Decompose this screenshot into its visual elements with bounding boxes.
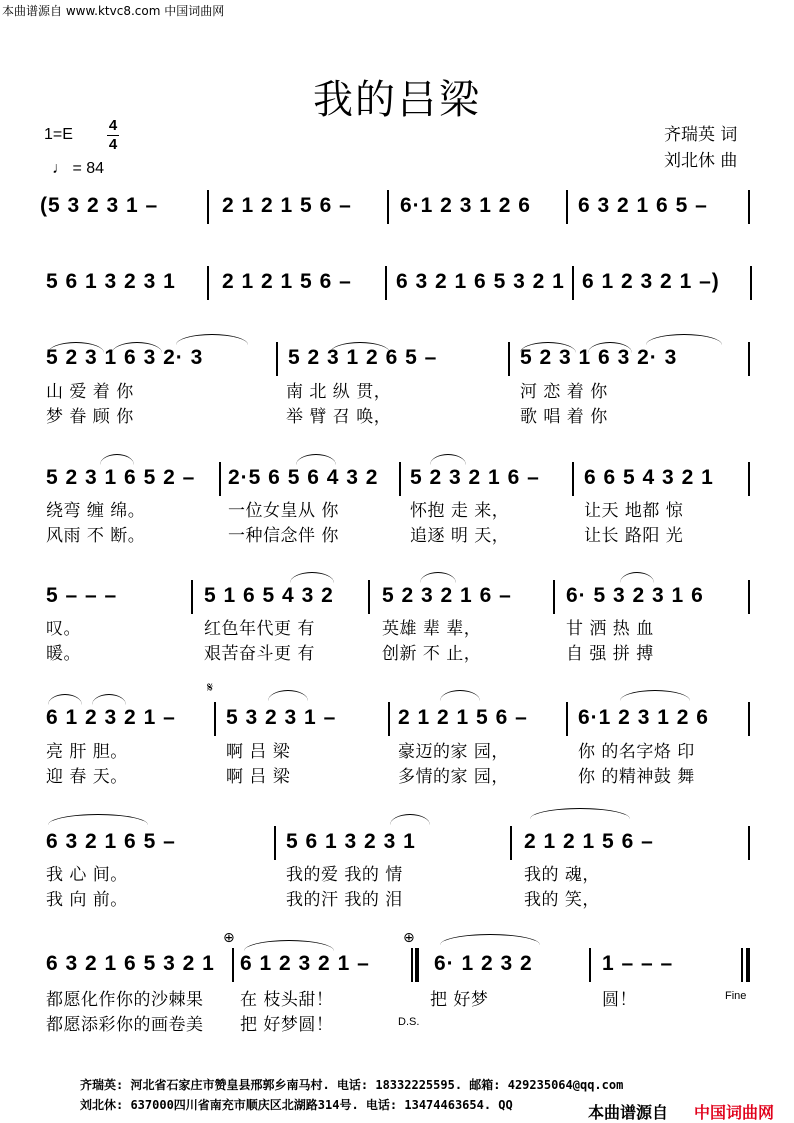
measure: 1 – – – xyxy=(602,952,674,975)
measure: 6 3 2 1 6 5 – xyxy=(578,194,708,217)
slur xyxy=(390,814,430,825)
measure: 6·1 2 3 1 2 6 xyxy=(578,706,709,729)
measure: 6· 1 2 3 2 xyxy=(434,952,533,975)
fine-marking: Fine xyxy=(725,990,747,1002)
slur xyxy=(92,694,126,705)
barline xyxy=(387,190,389,224)
slur xyxy=(646,334,722,345)
measure: 6 6 5 4 3 2 1 xyxy=(584,466,714,489)
measure: 5 2 3 2 1 6 – xyxy=(410,466,540,489)
barline xyxy=(748,702,750,736)
lyric-segment: 迎 春 天。 xyxy=(46,767,128,787)
measure: 5 2 3 2 1 6 – xyxy=(382,584,512,607)
barline xyxy=(399,462,401,496)
lyric-segment: 举 臂 召 唤， xyxy=(286,407,392,427)
barline xyxy=(566,190,568,224)
lyric-segment: 我的爱 我的 情 xyxy=(286,865,403,885)
lyric-segment: 我的 笑， xyxy=(524,890,600,910)
measure: (5 3 2 3 1 – xyxy=(40,194,159,217)
measure: 6 3 2 1 6 5 – xyxy=(46,830,176,853)
measure: 6 3 2 1 6 5 3 2 1 xyxy=(46,952,215,975)
lyric-segment: 怀抱 走 来， xyxy=(410,501,510,521)
slur xyxy=(530,808,630,819)
measure: 5 2 3 1 6 3 2· 3 xyxy=(520,346,678,369)
measure: 2 1 2 1 5 6 – xyxy=(398,706,528,729)
segno-icon: 𝄋 xyxy=(207,680,214,696)
slur xyxy=(420,572,456,583)
lyric-segment: 绕弯 缠 绵。 xyxy=(46,501,146,521)
lyric-segment: 一种信念伴 你 xyxy=(228,526,339,546)
measure: 5 2 3 1 6 3 2· 3 xyxy=(46,346,204,369)
barline xyxy=(566,702,568,736)
lyric-segment: 山 爱 着 你 xyxy=(46,382,134,402)
lyric-segment: 我 向 前。 xyxy=(46,890,128,910)
time-signature-bottom: 4 xyxy=(108,136,118,153)
barline xyxy=(750,266,752,300)
lyric-segment: 让天 地都 惊 xyxy=(584,501,684,521)
lyric-segment: 把 好梦圆！ xyxy=(240,1015,334,1035)
lyric-segment: 追逐 明 天， xyxy=(410,526,510,546)
measure: 6 1 2 3 2 1 – xyxy=(46,706,176,729)
lyric-segment: 啊 吕 梁 xyxy=(226,742,291,762)
slur xyxy=(620,690,690,701)
measure: 6 3 2 1 6 5 3 2 1 xyxy=(396,270,565,293)
measure: 6· 5 3 2 3 1 6 xyxy=(566,584,704,607)
lyric-segment: 南 北 纵 贯， xyxy=(286,382,392,402)
lyric-segment: 自 强 拼 搏 xyxy=(566,644,654,664)
slur xyxy=(296,454,336,465)
quarter-note-icon: ♩ xyxy=(52,160,68,177)
barline xyxy=(748,342,750,376)
lyric-segment: 甘 洒 热 血 xyxy=(566,619,654,639)
coda-icon: ⊕ xyxy=(403,930,415,946)
barline xyxy=(276,342,278,376)
slur xyxy=(290,572,334,583)
slur xyxy=(244,940,334,951)
barline xyxy=(415,948,419,982)
lyric-segment: 你 的名字烙 印 xyxy=(578,742,695,762)
barline xyxy=(748,826,750,860)
slur xyxy=(268,690,308,701)
barline xyxy=(207,190,209,224)
lyric-segment: 英雄 辈 辈， xyxy=(382,619,482,639)
measure: 5 6 1 3 2 3 1 xyxy=(46,270,176,293)
tempo-marking xyxy=(52,160,104,178)
barline xyxy=(741,948,743,982)
barline xyxy=(368,580,370,614)
measure: 2·5 6 5 6 4 3 2 xyxy=(228,466,379,489)
lyric-segment: 暖。 xyxy=(46,644,81,664)
slur xyxy=(176,334,248,345)
lyric-segment: 啊 吕 梁 xyxy=(226,767,291,787)
measure: 5 6 1 3 2 3 1 xyxy=(286,830,416,853)
lyric-segment: 艰苦奋斗更 有 xyxy=(204,644,315,664)
lyric-segment: 叹。 xyxy=(46,619,81,639)
barline xyxy=(748,580,750,614)
lyric-segment: 创新 不 止， xyxy=(382,644,482,664)
slur xyxy=(430,454,466,465)
ds-marking: D.S. xyxy=(398,1016,420,1028)
measure: 6 1 2 3 2 1 – xyxy=(240,952,370,975)
lyric-segment: 豪迈的家 园， xyxy=(398,742,509,762)
lyric-segment: 让长 路阳 光 xyxy=(584,526,684,546)
tempo-value: = 84 xyxy=(72,160,105,177)
barline xyxy=(510,826,512,860)
barline xyxy=(388,702,390,736)
lyric-segment: 你 的精神鼓 舞 xyxy=(578,767,695,787)
time-signature xyxy=(104,118,122,153)
lyric-segment: 把 好梦 xyxy=(430,990,489,1010)
page-title: 我的吕梁 xyxy=(313,77,481,123)
barline xyxy=(748,462,750,496)
barline xyxy=(214,702,216,736)
measure: 2 1 2 1 5 6 – xyxy=(222,194,352,217)
barline xyxy=(411,948,413,982)
barline xyxy=(508,342,510,376)
composer-credit: 刘北休 曲 xyxy=(664,151,738,171)
measure: 5 1 6 5 4 3 2 xyxy=(204,584,334,607)
lyric-segment: 一位女皇从 你 xyxy=(228,501,339,521)
slur xyxy=(440,690,480,701)
time-signature-top: 4 xyxy=(108,117,118,134)
barline xyxy=(748,190,750,224)
measure: 6·1 2 3 1 2 6 xyxy=(400,194,531,217)
lyric-segment: 多情的家 园， xyxy=(398,767,509,787)
lyric-segment: 我的汗 我的 泪 xyxy=(286,890,403,910)
barline xyxy=(572,462,574,496)
measure: 5 3 2 3 1 – xyxy=(226,706,337,729)
barline xyxy=(589,948,591,982)
lyric-segment: 河 恋 着 你 xyxy=(520,382,608,402)
slur xyxy=(440,934,540,945)
key-signature: 1=E xyxy=(44,126,73,143)
barline xyxy=(746,948,750,982)
barline xyxy=(274,826,276,860)
barline xyxy=(553,580,555,614)
lyric-segment: 圆！ xyxy=(602,990,637,1010)
slur xyxy=(48,814,148,825)
lyric-segment: 都愿添彩你的画卷美 xyxy=(46,1015,204,1035)
lyric-segment: 歌 唱 着 你 xyxy=(520,407,608,427)
measure: 2 1 2 1 5 6 – xyxy=(222,270,352,293)
brand-source-label: 本曲谱源自 xyxy=(586,1100,670,1123)
barline xyxy=(191,580,193,614)
measure: 5 2 3 1 2 6 5 – xyxy=(288,346,438,369)
lyric-segment: 梦 眷 顾 你 xyxy=(46,407,134,427)
lyric-segment: 亮 肝 胆。 xyxy=(46,742,128,762)
footer-contact-lyricist: 齐瑞英: 河北省石家庄市赞皇县邢郭乡南马村. 电话: 18332225595. 邮箱: 429235064@qq.com xyxy=(80,1078,624,1092)
barline xyxy=(385,266,387,300)
lyricist-credit: 齐瑞英 词 xyxy=(664,125,738,145)
lyric-segment: 都愿化作你的沙棘果 xyxy=(46,990,204,1010)
measure: 5 – – – xyxy=(46,584,118,607)
watermark-text: 本曲谱源自 www.ktvc8.com 中国词曲网 xyxy=(2,4,225,18)
lyric-segment: 红色年代更 有 xyxy=(204,619,315,639)
measure: 2 1 2 1 5 6 – xyxy=(524,830,654,853)
lyric-segment: 我的 魂， xyxy=(524,865,600,885)
barline xyxy=(219,462,221,496)
barline xyxy=(572,266,574,300)
lyric-segment: 风雨 不 断。 xyxy=(46,526,146,546)
coda-icon: ⊕ xyxy=(223,930,235,946)
footer-contact-composer: 刘北休: 637000四川省南充市顺庆区北湖路314号. 电话: 13474463654. QQ xyxy=(80,1098,513,1112)
measure: 5 2 3 1 6 5 2 – xyxy=(46,466,196,489)
slur xyxy=(100,454,134,465)
measure: 6 1 2 3 2 1 –) xyxy=(582,270,720,293)
slur xyxy=(620,572,654,583)
barline xyxy=(207,266,209,300)
lyric-segment: 在 枝头甜！ xyxy=(240,990,334,1010)
brand-logo-text: 中国词曲网 xyxy=(694,1103,775,1122)
barline xyxy=(232,948,234,982)
lyric-segment: 我 心 间。 xyxy=(46,865,128,885)
slur xyxy=(48,694,82,705)
